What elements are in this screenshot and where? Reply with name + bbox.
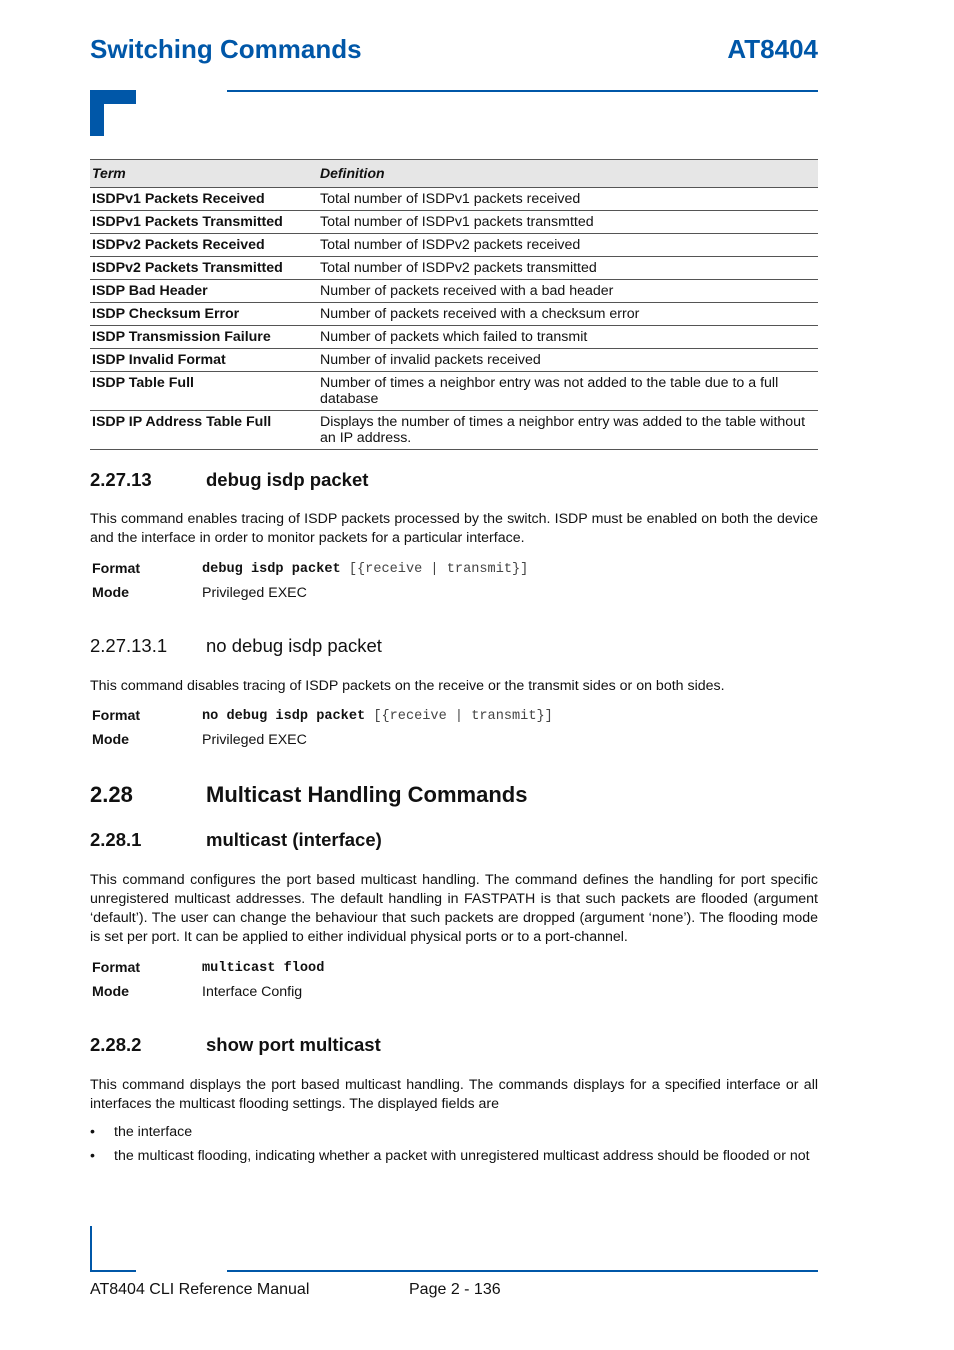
table-row bbox=[90, 280, 818, 303]
term-cell: ISDPv2 Packets Received bbox=[90, 234, 316, 257]
table-row bbox=[90, 188, 818, 211]
section-body: This command disables tracing of ISDP packets on the receive or the transmit sides or on both sides. bbox=[90, 678, 725, 694]
section-title: no debug isdp packet bbox=[206, 635, 382, 656]
table-row bbox=[90, 303, 818, 326]
definition-cell: Total number of ISDPv1 packets received bbox=[316, 188, 818, 211]
term-cell: ISDP Invalid Format bbox=[90, 349, 316, 372]
footer-mark-horizontal bbox=[90, 1270, 136, 1272]
page-header-title: Switching Commands bbox=[90, 34, 362, 64]
subsection-heading bbox=[90, 635, 818, 659]
definition-cell: Total number of ISDPv2 packets transmitted bbox=[316, 257, 818, 280]
table-row bbox=[90, 211, 818, 234]
definition-cell: Number of packets received with a bad header bbox=[316, 280, 818, 303]
list-item-text: the interface bbox=[114, 1124, 193, 1140]
definition-cell: Number of invalid packets received bbox=[316, 349, 818, 372]
section-body: This command displays the port based multicast handling. The commands displays for a specified interface or all interfaces the multicast flooding settings. The displayed fields are bbox=[90, 1077, 818, 1112]
bullet-icon: • bbox=[90, 1148, 95, 1164]
mode-value: Privileged EXEC bbox=[202, 585, 307, 601]
table-row bbox=[90, 257, 818, 280]
section-title: Multicast Handling Commands bbox=[206, 782, 528, 807]
footer-mark-vertical bbox=[90, 1226, 92, 1272]
term-cell: ISDPv1 Packets Transmitted bbox=[90, 211, 316, 234]
format-command bbox=[202, 961, 324, 976]
format-label: Format bbox=[92, 561, 141, 577]
table-row bbox=[90, 326, 818, 349]
section-number: 2.28.2 bbox=[90, 1034, 142, 1055]
command-arguments: [{receive | transmit}] bbox=[348, 562, 529, 577]
section-number: 2.28 bbox=[90, 782, 133, 807]
term-cell: ISDPv2 Packets Transmitted bbox=[90, 257, 316, 280]
list-item bbox=[90, 1148, 818, 1168]
term-cell: ISDPv1 Packets Received bbox=[90, 188, 316, 211]
command-arguments: [{receive | transmit}] bbox=[373, 709, 553, 724]
definition-cell: Total number of ISDPv1 packets transmtted bbox=[316, 211, 818, 234]
definition-cell: Number of packets received with a checksum error bbox=[316, 303, 818, 326]
table-row bbox=[90, 349, 818, 372]
list-item bbox=[90, 1124, 818, 1144]
chapter-section-heading bbox=[90, 782, 818, 810]
corner-mark-horizontal bbox=[90, 90, 136, 104]
section-body: This command enables tracing of ISDP packets processed by the switch. ISDP must be enabled on both the device and the interface in order to monitor packets for a particular interface. bbox=[90, 511, 818, 546]
format-label: Format bbox=[92, 960, 141, 976]
mode-value: Interface Config bbox=[202, 984, 303, 1000]
definition-cell: Number of packets which failed to transmit bbox=[316, 326, 818, 349]
term-cell: ISDP Table Full bbox=[90, 372, 316, 411]
column-header-term: Term bbox=[90, 160, 316, 188]
section-heading bbox=[90, 469, 818, 493]
section-number: 2.27.13 bbox=[90, 469, 152, 490]
format-label: Format bbox=[92, 708, 141, 724]
definition-cell: Number of times a neighbor entry was not added to the table due to a full database bbox=[316, 372, 818, 411]
format-command bbox=[202, 709, 553, 724]
bullet-icon: • bbox=[90, 1124, 95, 1140]
footer-page-number: Page 2 - 136 bbox=[409, 1281, 501, 1298]
table-row bbox=[90, 234, 818, 257]
mode-label: Mode bbox=[92, 732, 130, 748]
section-title: multicast (interface) bbox=[206, 829, 382, 850]
term-cell: ISDP Transmission Failure bbox=[90, 326, 316, 349]
format-command bbox=[202, 562, 528, 577]
table-header-row bbox=[90, 160, 818, 188]
page-header-product: AT8404 bbox=[727, 34, 818, 64]
column-header-definition: Definition bbox=[316, 160, 818, 188]
section-title: debug isdp packet bbox=[206, 469, 369, 490]
section-heading bbox=[90, 829, 818, 853]
section-title: show port multicast bbox=[206, 1034, 381, 1055]
table-row bbox=[90, 372, 818, 411]
mode-value: Privileged EXEC bbox=[202, 732, 307, 748]
mode-label: Mode bbox=[92, 585, 130, 601]
definition-cell: Displays the number of times a neighbor entry was added to the table without an IP address. bbox=[316, 411, 818, 450]
list-item-text: the multicast flooding, indicating whether a packet with unregistered multicast address should be flooded or not bbox=[114, 1148, 810, 1164]
section-heading bbox=[90, 1034, 818, 1058]
footer-rule bbox=[227, 1270, 818, 1272]
term-cell: ISDP Bad Header bbox=[90, 280, 316, 303]
command-keyword: debug isdp packet bbox=[202, 562, 341, 577]
definition-cell: Total number of ISDPv2 packets received bbox=[316, 234, 818, 257]
section-body: This command configures the port based multicast handling. The command defines the handling for port specific unregistered multicast addresses. The default handling in FASTPATH is that such packets are flooded (argument ‘default’). The user can change the behaviour that such packets are dropped (argument ‘none’). The flooding mode is set per port. It can be applied to either individual physical ports or to a port-channel. bbox=[90, 872, 818, 945]
term-cell: ISDP Checksum Error bbox=[90, 303, 316, 326]
section-number: 2.28.1 bbox=[90, 829, 142, 850]
mode-label: Mode bbox=[92, 984, 130, 1000]
footer-manual-title: AT8404 CLI Reference Manual bbox=[90, 1281, 310, 1298]
header-rule bbox=[227, 90, 818, 92]
command-keyword: multicast flood bbox=[202, 961, 325, 976]
term-cell: ISDP IP Address Table Full bbox=[90, 411, 316, 450]
section-number: 2.27.13.1 bbox=[90, 635, 168, 656]
isdp-statistics-table bbox=[90, 159, 818, 450]
table-row bbox=[90, 411, 818, 450]
command-keyword: no debug isdp packet bbox=[202, 709, 366, 724]
